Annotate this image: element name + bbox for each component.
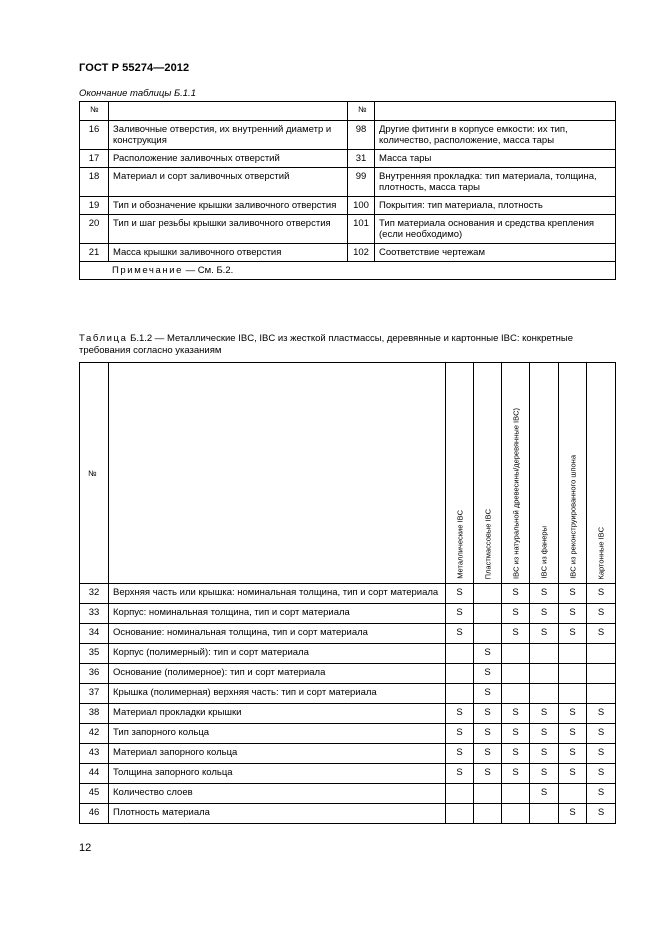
table2-header-no: №: [80, 363, 109, 584]
row-number: 102: [348, 244, 375, 262]
row-text: Тип запорного кольца: [109, 724, 446, 744]
requirement-cell: [587, 664, 616, 684]
requirement-cell: S: [474, 724, 502, 744]
requirement-cell: S: [587, 624, 616, 644]
table1-header-no-left: №: [80, 102, 109, 121]
requirement-cell: S: [474, 744, 502, 764]
table2-header-empty: [109, 363, 446, 584]
table-row: [80, 604, 616, 624]
row-text: Тип и шаг резьбы крышки заливочного отверстия: [109, 215, 348, 244]
column-header: [474, 363, 502, 584]
requirement-cell: [530, 684, 559, 704]
row-number: 19: [80, 197, 109, 215]
requirement-cell: S: [502, 584, 530, 604]
row-text: Крышка (полимерная) верхняя часть: тип и сорт материала: [109, 684, 446, 704]
row-text: Расположение заливочных отверстий: [109, 150, 348, 168]
table-b-1-2: [79, 362, 616, 824]
requirement-cell: S: [587, 804, 616, 824]
requirement-cell: S: [502, 764, 530, 784]
table1-caption: Окончание таблицы Б.1.1: [79, 88, 196, 99]
table1-header-empty-right: [375, 102, 616, 121]
requirement-cell: [474, 584, 502, 604]
row-number: 38: [80, 704, 109, 724]
row-number: 33: [80, 604, 109, 624]
requirement-cell: S: [530, 624, 559, 644]
table-row: [80, 215, 616, 244]
requirement-cell: [559, 684, 587, 704]
row-text: Тип материала основания и средства крепления (если необходимо): [375, 215, 616, 244]
row-text: Количество слоев: [109, 784, 446, 804]
table-row: [80, 704, 616, 724]
table-row: [80, 584, 616, 604]
requirement-cell: S: [502, 604, 530, 624]
table-row: [80, 744, 616, 764]
requirement-cell: [587, 684, 616, 704]
requirement-cell: S: [474, 704, 502, 724]
row-number: 16: [80, 121, 109, 150]
column-header-label: IBC из реконструированного шпона: [568, 455, 577, 579]
requirement-cell: [559, 644, 587, 664]
row-number: 98: [348, 121, 375, 150]
column-header-label: IBC из фанеры: [539, 526, 549, 579]
requirement-cell: S: [530, 764, 559, 784]
table-row: [80, 244, 616, 262]
row-text: Толщина запорного кольца: [109, 764, 446, 784]
row-text: Тип и обозначение крышки заливочного отверстия: [109, 197, 348, 215]
table-row: [80, 624, 616, 644]
table-row: [80, 644, 616, 664]
table-row: [80, 150, 616, 168]
table2-caption: [79, 333, 619, 357]
requirement-cell: [446, 664, 474, 684]
requirement-cell: S: [559, 744, 587, 764]
requirement-cell: S: [530, 744, 559, 764]
requirement-cell: S: [502, 624, 530, 644]
requirement-cell: S: [587, 704, 616, 724]
row-text: Основание: номинальная толщина, тип и сорт материала: [109, 624, 446, 644]
table-row: [80, 764, 616, 784]
table-row: [80, 684, 616, 704]
row-number: 17: [80, 150, 109, 168]
requirement-cell: S: [530, 604, 559, 624]
requirement-cell: S: [587, 744, 616, 764]
row-text: Внутренняя прокладка: тип материала, толщина, плотность, масса тары: [375, 168, 616, 197]
table1-note: [80, 262, 616, 280]
row-number: 37: [80, 684, 109, 704]
row-number: 35: [80, 644, 109, 664]
requirement-cell: S: [559, 764, 587, 784]
requirement-cell: S: [530, 704, 559, 724]
row-number: 43: [80, 744, 109, 764]
column-header-label: Картонные IBC: [596, 526, 606, 579]
row-number: 32: [80, 584, 109, 604]
note-text: — См. Б.2.: [183, 265, 234, 276]
row-text: Корпус: номинальная толщина, тип и сорт материала: [109, 604, 446, 624]
column-header: [587, 363, 616, 584]
requirement-cell: S: [559, 624, 587, 644]
table-row: [80, 804, 616, 824]
row-number: 46: [80, 804, 109, 824]
row-number: 20: [80, 215, 109, 244]
row-text: Масса тары: [375, 150, 616, 168]
requirement-cell: S: [474, 764, 502, 784]
requirement-cell: S: [446, 604, 474, 624]
requirement-cell: [446, 644, 474, 664]
requirement-cell: [502, 644, 530, 664]
column-header-label: Металлические IBC: [455, 510, 464, 579]
table1-header-row: [80, 102, 616, 121]
table1-header-no-right: №: [348, 102, 375, 121]
row-text: Заливочные отверстия, их внутренний диаметр и конструкция: [109, 121, 348, 150]
table2-caption-label: Таблица: [79, 333, 128, 344]
requirement-cell: S: [530, 584, 559, 604]
requirement-cell: S: [530, 724, 559, 744]
requirement-cell: S: [559, 584, 587, 604]
requirement-cell: S: [587, 784, 616, 804]
requirement-cell: [446, 804, 474, 824]
row-text: Материал прокладки крышки: [109, 704, 446, 724]
row-number: 101: [348, 215, 375, 244]
requirement-cell: [502, 664, 530, 684]
table-b-1-1: [79, 101, 616, 280]
table-row: [80, 664, 616, 684]
requirement-cell: S: [587, 604, 616, 624]
column-header: [530, 363, 559, 584]
requirement-cell: S: [502, 724, 530, 744]
requirement-cell: S: [446, 624, 474, 644]
table-row: [80, 197, 616, 215]
row-text: Корпус (полимерный): тип и сорт материала: [109, 644, 446, 664]
requirement-cell: S: [446, 584, 474, 604]
requirement-cell: S: [446, 704, 474, 724]
row-text: Покрытия: тип материала, плотность: [375, 197, 616, 215]
column-header: [502, 363, 530, 584]
requirement-cell: S: [474, 664, 502, 684]
row-number: 44: [80, 764, 109, 784]
row-text: Материал запорного кольца: [109, 744, 446, 764]
row-text: Основание (полимерное): тип и сорт материала: [109, 664, 446, 684]
requirement-cell: [502, 784, 530, 804]
requirement-cell: S: [446, 724, 474, 744]
table1-note-row: [80, 262, 616, 280]
requirement-cell: S: [559, 704, 587, 724]
requirement-cell: S: [587, 584, 616, 604]
requirement-cell: [559, 784, 587, 804]
table1-header-empty-left: [109, 102, 348, 121]
requirement-cell: [474, 804, 502, 824]
row-number: 18: [80, 168, 109, 197]
requirement-cell: S: [530, 784, 559, 804]
requirement-cell: [446, 784, 474, 804]
row-number: 100: [348, 197, 375, 215]
requirement-cell: S: [559, 724, 587, 744]
row-number: 42: [80, 724, 109, 744]
column-header-label: IBC из натуральной древесины/деревянные IBC): [511, 408, 520, 579]
requirement-cell: S: [502, 704, 530, 724]
requirement-cell: S: [587, 724, 616, 744]
requirement-cell: [530, 804, 559, 824]
row-number: 31: [348, 150, 375, 168]
row-text: Другие фитинги в корпусе емкости: их тип, количество, расположение, масса тары: [375, 121, 616, 150]
table-row: [80, 168, 616, 197]
requirement-cell: S: [446, 764, 474, 784]
requirement-cell: S: [474, 684, 502, 704]
requirement-cell: S: [502, 744, 530, 764]
column-header-label: Пластмассовые IBC: [483, 508, 492, 579]
requirement-cell: [474, 784, 502, 804]
row-number: 99: [348, 168, 375, 197]
column-header: [559, 363, 587, 584]
row-text: Плотность материала: [109, 804, 446, 824]
requirement-cell: [474, 604, 502, 624]
row-text: Соответствие чертежам: [375, 244, 616, 262]
requirement-cell: [446, 684, 474, 704]
row-number: 34: [80, 624, 109, 644]
requirement-cell: S: [587, 764, 616, 784]
requirement-cell: [502, 684, 530, 704]
requirement-cell: [530, 644, 559, 664]
requirement-cell: [559, 664, 587, 684]
row-number: 45: [80, 784, 109, 804]
row-text: Масса крышки заливочного отверстия: [109, 244, 348, 262]
table-row: [80, 724, 616, 744]
column-header: [446, 363, 474, 584]
page-number: 12: [79, 842, 92, 854]
requirement-cell: S: [474, 644, 502, 664]
requirement-cell: S: [446, 744, 474, 764]
note-label: Примечание: [112, 265, 183, 276]
table-row: [80, 121, 616, 150]
row-number: 36: [80, 664, 109, 684]
requirement-cell: [587, 644, 616, 664]
table2-caption-text: Б.1.2 — Металлические IBC, IBC из жесткой пластмассы, деревянные и картонные IBC: конкретные требования согласно указаниям: [79, 333, 574, 356]
row-number: 21: [80, 244, 109, 262]
requirement-cell: S: [559, 804, 587, 824]
requirement-cell: [474, 624, 502, 644]
requirement-cell: [502, 804, 530, 824]
row-text: Верхняя часть или крышка: номинальная толщина, тип и сорт материала: [109, 584, 446, 604]
table-row: [80, 784, 616, 804]
document-header-title: ГОСТ Р 55274—2012: [79, 62, 190, 74]
requirement-cell: [530, 664, 559, 684]
row-text: Материал и сорт заливочных отверстий: [109, 168, 348, 197]
table2-header-row: [80, 363, 616, 584]
requirement-cell: S: [559, 604, 587, 624]
